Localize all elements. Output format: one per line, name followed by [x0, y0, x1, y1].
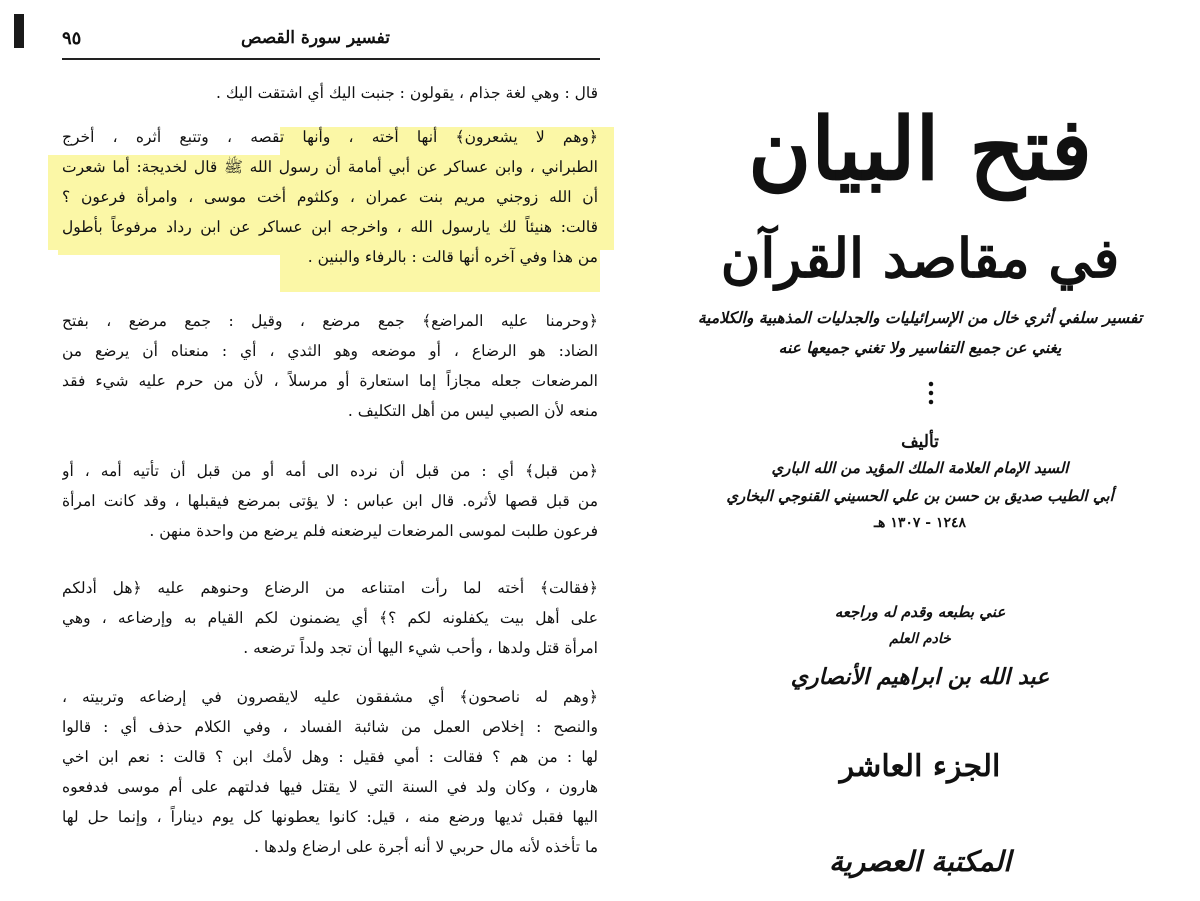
text-line: ﴿وحرمنا عليه المراضع﴾ جمع مرضع ، وقيل : جمع مرضع ، بفتح	[62, 312, 598, 330]
text-line: الضاد: هو الرضاع ، أو موضعه وهو الثدي ، أي : منعناه أن يرضع من	[62, 342, 598, 360]
author-line: السيد الإمام العلامة الملك المؤيد من الله الباري	[771, 459, 1069, 477]
paragraph-2-highlighted	[62, 122, 598, 272]
text-line: أن الله زوجني مريم بنت عمران ، وكلثوم أخت موسى ، وامرأة فرعون ؟	[62, 188, 598, 206]
title-page	[640, 0, 1200, 901]
editor-label: عني بطبعه وقدم له وراجعه	[834, 603, 1006, 621]
editor-label: خادم العلم	[889, 631, 951, 647]
book-title: فتح البيان	[748, 99, 1092, 200]
header-rule	[62, 58, 600, 60]
running-title: تفسير سورة القصص	[240, 28, 390, 48]
author-line: أبي الطيب صديق بن حسن بن علي الحسيني القنوجي البخاري	[726, 487, 1114, 505]
text-line: ﴿وهم لا يشعرون﴾ أنها أخته ، وأنها تقصه ، وتتبع أثره ، أخرج	[62, 128, 598, 146]
text-line: قال : وهي لغة جذام ، يقولون : جنبت اليك أي اشتقت اليك .	[216, 84, 598, 102]
text-line: منعه لأن الصبي ليس من أهل التكليف .	[347, 402, 598, 420]
text-line: الطبراني ، وابن عساكر عن أبي أمامة أن رسول الله ﷺ قال لخديجة: أما شعرت	[62, 158, 598, 176]
text-line: المرضعات جعله مجازاً إما استعارة أو مرسلاً ، لأن من حرم عليه شيء فقد	[62, 372, 598, 390]
text-line: امرأة قتل ولدها ، وأحب شيء اليها أن تجد ولداً ترضعه .	[243, 639, 598, 657]
text-line: ﴿فقالت﴾ أخته لما رأت امتناعه من الرضاع وحنوهم عليه ﴿هل أدلكم	[62, 579, 598, 597]
page-edge-marker	[14, 14, 24, 48]
paragraph-6	[62, 682, 598, 862]
page-header	[62, 28, 600, 58]
paragraph-5	[62, 573, 598, 663]
authorship-label: تأليف	[901, 432, 939, 452]
description-line: تفسير سلفي أثري خال من الإسرائيليات والجدليات المذهبية والكلامية	[697, 308, 1143, 327]
left-page	[62, 0, 600, 901]
text-line: من هذا وفي آخره أنها قالت : بالرفاء والبنين .	[307, 248, 598, 266]
text-line: على أهل بيت يكفلونه لكم ؟﴾ أي يضمنون لكم القيام به وإرضاعه ، وهي	[62, 609, 598, 627]
text-line: من قبل قصها لأثره. قال ابن عباس : لا يؤتى بمرضع فيقبلها ، وقد كانت امرأة	[62, 492, 598, 510]
paragraph-3	[62, 306, 598, 426]
text-line: هارون ، وكان ولد في السنة التي لا يقتل فيها فدلتهم على أم موسى فدفعوه	[62, 778, 598, 796]
publisher-name: المكتبة العصرية	[829, 845, 1011, 878]
text-line: والنصح : إخلاص العمل من شائبة الفساد ، وفي الكلام حذف أي : قالوا	[62, 718, 598, 736]
text-line: اليها فقبل ثديها ورضع منه ، قيل: كانوا يعطونها كل يوم ديناراً ، وإنما حل لها	[62, 808, 598, 826]
author-dates: ١٢٤٨ - ١٣٠٧ هـ	[873, 515, 967, 531]
text-line: قالت: هنيئاً لك يارسول الله ، واخرجه ابن عساكر عن ابن رداد مرفوعاً بأطول	[62, 218, 598, 236]
description-line: يغني عن جميع التفاسير ولا تغني جميعها عنه	[778, 338, 1062, 357]
separator-dots	[928, 376, 934, 410]
paragraph-4	[62, 456, 598, 546]
editor-name: عبد الله بن ابراهيم الأنصاري	[790, 664, 1050, 690]
text-line: ﴿وهم له ناصحون﴾ أي مشفقون عليه لايقصرون في إرضاعه وتربيته ،	[62, 688, 598, 706]
text-line: ما تأخذه لأنه مال حربي لا أنه أجرة على ارضاع ولدها .	[254, 838, 598, 856]
text-line: ﴿من قبل﴾ أي : من قبل أن نرده الى أمه أو من قبل أن تأتيه أمه ، أو	[62, 462, 598, 480]
book-subtitle: في مقاصد القرآن	[720, 226, 1120, 290]
text-line: لها : من هم ؟ فقالت : أمي فقيل : وهل لأمك ابن ؟ قالت : نعم ابن اخي	[62, 748, 598, 766]
text-line: فرعون طلبت لموسى المرضعات ليرضعنه فلم يرضع من واحدة منهن .	[149, 522, 598, 540]
page-number: ٩٥	[62, 28, 82, 49]
volume-label: الجزء العاشر	[839, 749, 1001, 784]
paragraph-1	[62, 78, 598, 108]
